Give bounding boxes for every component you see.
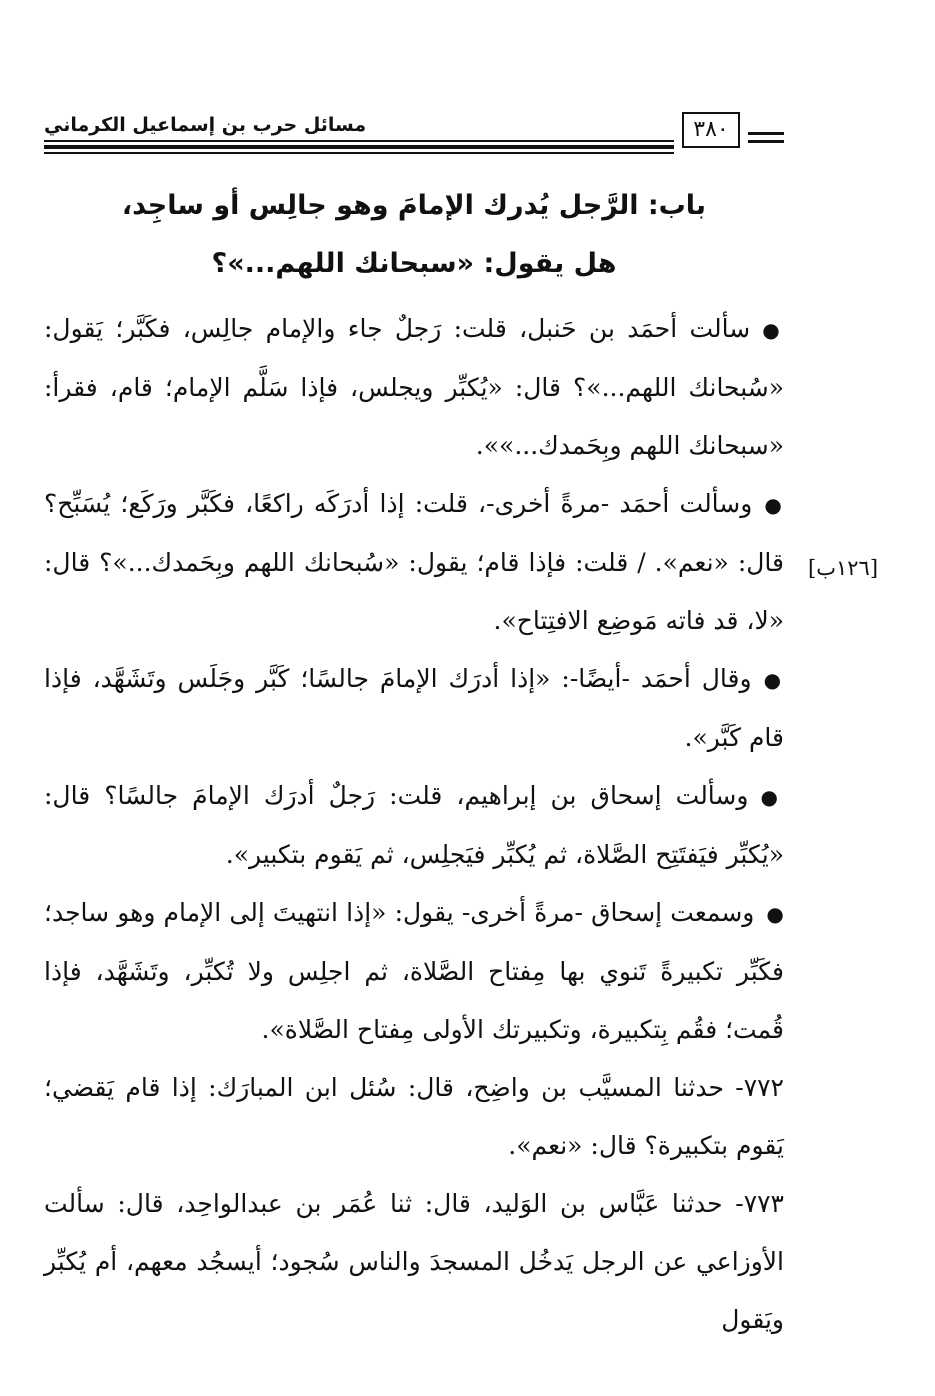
- paragraph: [44, 650, 784, 767]
- paragraph-text: وقال أحمَد -أيضًا-: «إذا أدرَك الإمامَ جالسًا؛ كَبَّر وجَلَس وتَشَهَّد، فإذا قام كَبَّر».: [44, 664, 784, 752]
- bullet-icon: ●: [760, 785, 785, 809]
- bullet-icon: ●: [763, 668, 784, 692]
- paragraph-text: ٧٧٢- حدثنا المسيَّب بن واضِح، قال: سُئل ابن المبارَك: إذا قام يَقضي؛ يَقوم بتكبيرة؟ قال: «نعم».: [44, 1073, 784, 1160]
- bullet-icon: ●: [766, 902, 785, 926]
- header-rule: [748, 132, 784, 135]
- manuscript-folio-ref: [١٢٦ب]: [808, 556, 879, 580]
- header-rule: [748, 140, 784, 143]
- body-text: [44, 300, 784, 1349]
- paragraph: [44, 1059, 784, 1175]
- paragraph-text: ٧٧٣- حدثنا عَبَّاس بن الوَليد، قال: ثنا عُمَر بن عبدالواحِد، قال: سألت الأوزاعي عن الرجل يَدخُل المسجدَ والناس سُجود؛ أيسجُد معهم، أم يُكبِّر ويَقول: [44, 1189, 784, 1334]
- paragraph-text: سألت أحمَد بن حَنبل، قلت: رَجلٌ جاء والإمام جالِس، فكَبَّر؛ يَقول: «سُبحانك اللهم...»؟ قال: «يُكبِّر ويجلس، فإذا سَلَّم الإمام؛ قام، فقرأ: «سبحانك اللهم وبِحَمدك...»».: [44, 314, 784, 460]
- paragraph: [44, 300, 784, 475]
- header-rule: [44, 145, 674, 149]
- header-rule: [44, 140, 674, 142]
- paragraph: [44, 767, 784, 884]
- paragraph-text: وسألت أحمَد -مرةً أخرى-، قلت: إذا أدرَكَه راكعًا، فكَبَّر ورَكَع؛ يُسَبِّح؟ قال: «نعم». / قلت: فإذا قام؛ يقول: «سُبحانك اللهم وبِحَمدك...»؟ قال: «لا، قد فاته مَوضِع الافتِتاح».: [44, 489, 784, 635]
- paragraph-text: وسألت إسحاق بن إبراهيم، قلت: رَجلٌ أدرَك الإمامَ جالسًا؟ قال: «يُكبِّر فيَفتَتِح الصَّلاة، ثم يُكبِّر فيَجلِس، ثم يَقوم بتكبير».: [44, 781, 784, 869]
- header-rule: [44, 152, 674, 154]
- chapter-heading-line-1: باب: الرَّجل يُدرك الإمامَ وهو جالِس أو ساجِد،: [121, 190, 707, 221]
- paragraph: [44, 475, 784, 650]
- running-header: [44, 100, 784, 156]
- paragraph: [44, 1175, 784, 1349]
- bullet-icon: ●: [764, 493, 784, 517]
- bullet-icon: ●: [762, 318, 785, 342]
- page-number: ٣٨٠: [682, 112, 740, 148]
- chapter-heading-line-2: هل يقول: «سبحانك اللهم...»؟: [211, 248, 617, 279]
- paragraph: [44, 884, 784, 1059]
- book-title: مسائل حرب بن إسماعيل الكرماني: [44, 114, 367, 136]
- paragraph-text: وسمعت إسحاق -مرةً أخرى- يقول: «إذا انتهيتَ إلى الإمام وهو ساجد؛ فكَبِّر تكبيرةً تَنوي بها مِفتاح الصَّلاة، ثم اجلِس ولا تُكبِّر، وتَشَهَّد، فإذا قُمت؛ فقُم بِتكبيرة، وتكبيرتك الأولى مِفتاح الصَّلاة».: [44, 898, 784, 1044]
